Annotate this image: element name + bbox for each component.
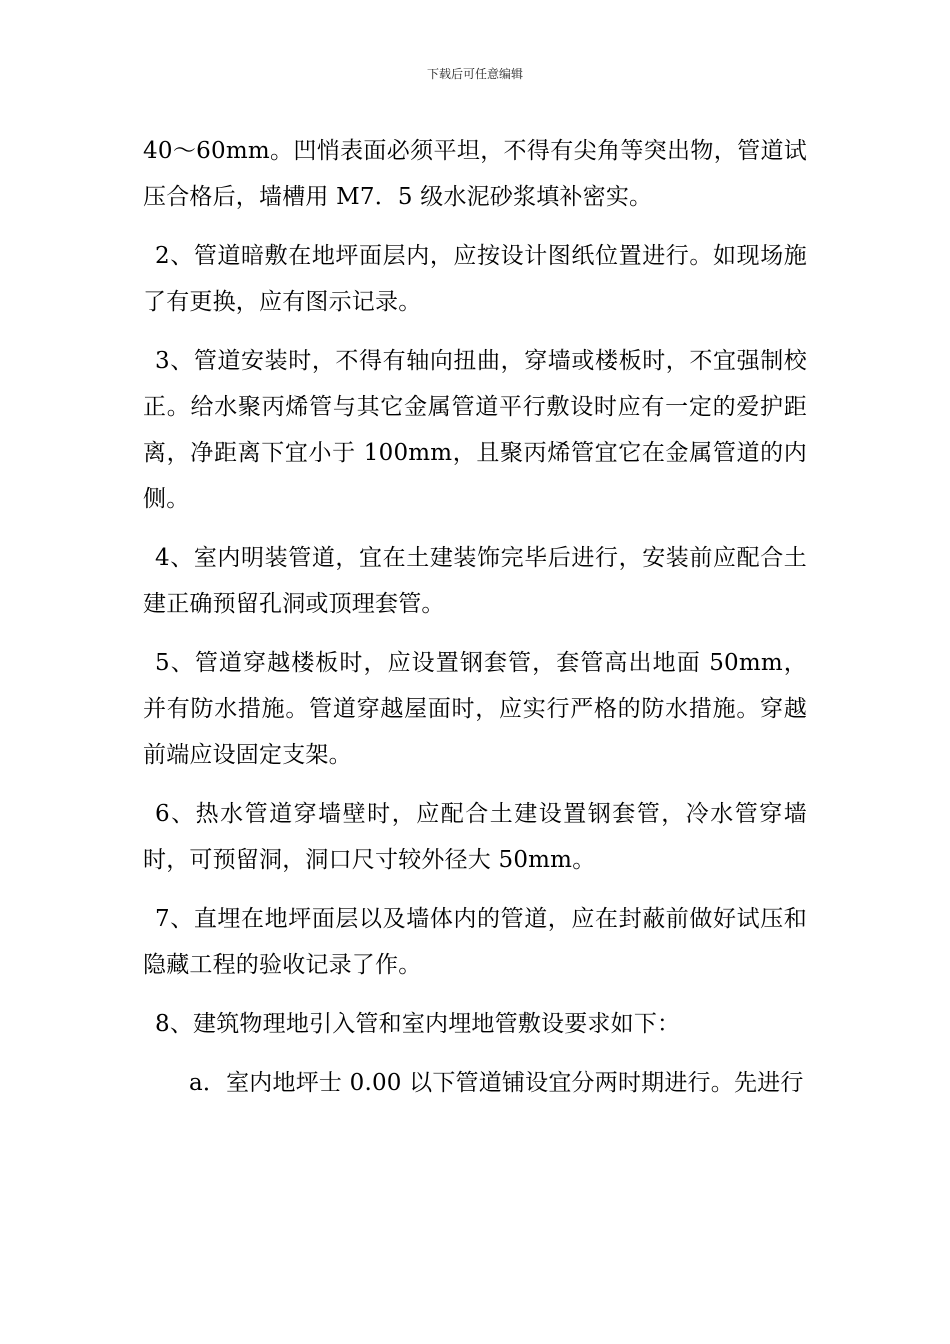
paragraph-item-8: 8、建筑物理地引入管和室内埋地管敷设要求如下： [155,1011,681,1037]
paragraph-item-4: 4、室内明装管道，宜在土建装饰完毕后进行，安装前应配合土建正确预留孔洞或顶理套管。 [143,545,807,617]
paragraph-item-3: 3、管道安装时，不得有轴向扭曲，穿墙或楼板时，不宜强制校正。给水聚丙烯管与其它金属管道平行敷设时应有一定的爱护距离，净距离下宜小于 100mm，且聚丙烯管宜它在金属管道的内侧。 [143,348,807,512]
paragraph-item-5: 5、管道穿越楼板时，应设置钢套管，套管高出地面 50mm，并有防水措施。管道穿越屋面时，应实行严格的防水措施。穿越前端应设固定支架。 [143,650,807,768]
page-header: 下载后可任意编辑 [426,67,523,81]
paragraph-item-2: 2、管道暗敷在地坪面层内，应按设计图纸位置进行。如现场施了有更换，应有图示记录。 [143,243,807,315]
paragraph-continuation: 40～60mm。凹悄表面必须平坦，不得有尖角等突出物，管道试压合格后，墙槽用 M7．5 级水泥砂浆填补密实。 [143,138,807,210]
paragraph-sub-item-a: a．室内地坪士 0.00 以下管道铺设宜分两时期进行。先进行 [189,1070,804,1096]
paragraph-item-6: 6、热水管道穿墙壁时，应配合土建设置钢套管，冷水管穿墙时，可预留洞，洞口尺寸较外径大 50mm。 [143,801,807,873]
paragraph-item-7: 7、直埋在地坪面层以及墙体内的管道，应在封蔽前做好试压和隐藏工程的验收记录了作。 [143,906,807,978]
document-body [143,128,807,1119]
